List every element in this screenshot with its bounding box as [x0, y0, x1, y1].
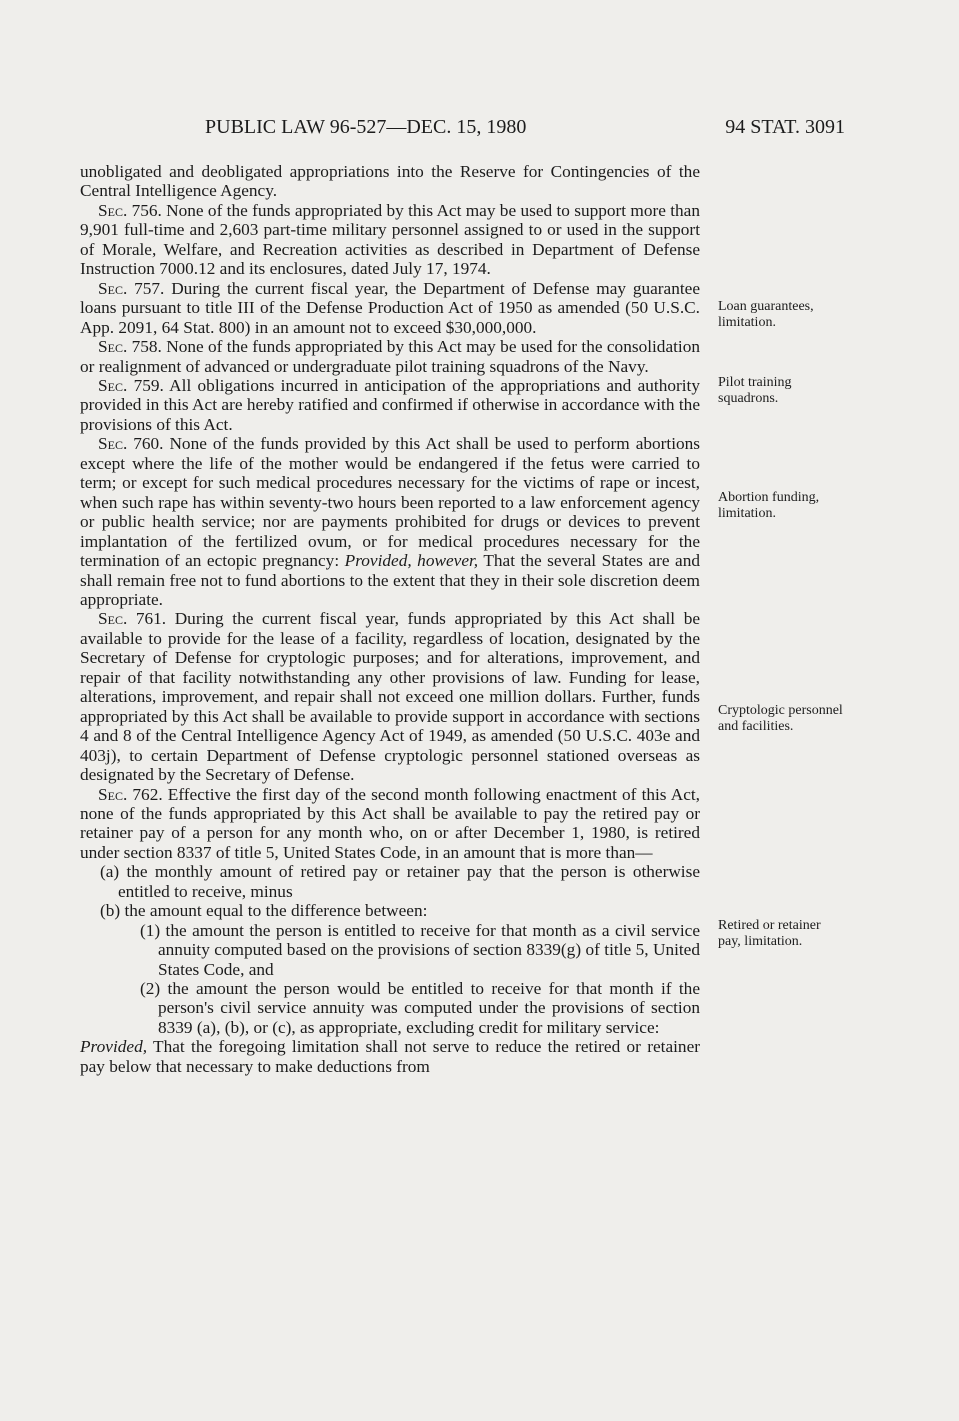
final-proviso	[80, 1037, 700, 1076]
section-text: During the current fiscal year, funds appropriated by this Act shall be available to provide for the lease of a facility, regardless of location, designated by the Secretary of Defense for cryptologic purposes; and for alterations, improvement, and repair of that facility notwithstanding any other provisions of law. Funding for lease, alterations, improvement, and repair shall not exceed one million dollars. Further, funds appropriated by this Act shall be available to provide support in accordance with sections 4 and 8 of the Central Intelligence Agency Act of 1949, as amended (50 U.S.C. 403e and 403j), to certain Department of Defense cryptologic personnel stationed overseas as designated by the Secretary of Defense.	[80, 609, 700, 785]
section-757	[80, 279, 700, 337]
clause-b-1: (1) the amount the person is entitled to receive for that month as a civil service annuity computed based on the provisions of section 8339(g) of title 5, United States Code, and	[140, 920, 700, 979]
clause-b-2: (2) the amount the person would be entitled to receive for that month if the person's civil service annuity was computed under the provisions of section 8339 (a), (b), or (c), as appropriate, excluding credit for military service:	[140, 979, 700, 1037]
document-body	[80, 162, 700, 1076]
section-760	[80, 434, 700, 609]
page-header	[80, 116, 845, 142]
page-title: PUBLIC LAW 96-527—DEC. 15, 1980	[205, 116, 527, 138]
section-text: During the current fiscal year, the Department of Defense may guarantee loans pursuant to title III of the Defense Production Act of 1950 as amended (50 U.S.C. App. 2091, 64 Stat. 800) in an amount not to exceed $30,000,000.	[80, 278, 701, 337]
proviso-italic: Provided,	[80, 1037, 148, 1057]
section-label: Sec. 757.	[98, 278, 165, 298]
section-756	[80, 201, 700, 279]
clause-b: (b) the amount equal to the difference between:	[100, 901, 428, 921]
margin-note-pilot: Pilot training squadrons.	[718, 375, 792, 406]
section-label: Sec. 756.	[98, 200, 162, 220]
section-758	[80, 337, 700, 376]
section-label: Sec. 758.	[98, 337, 162, 357]
section-text: That the several States are and shall remain free not to fund abortions to the extent that they in their sole discretion deem appropriate.	[80, 551, 700, 609]
section-762	[80, 785, 700, 863]
section-label: Sec. 762.	[98, 784, 163, 804]
margin-note-loan: Loan guarantees, limitation.	[718, 299, 814, 330]
proviso-italic: Provided, however,	[344, 551, 479, 571]
section-label: Sec. 761.	[98, 609, 167, 629]
margin-note-abortion: Abortion funding, limitation.	[718, 490, 820, 521]
margin-note-retired: Retired or retainer pay, limitation.	[718, 918, 821, 949]
section-text: None of the funds appropriated by this Act may be used for the consolidation or realignment of advanced or undergraduate pilot training squadrons of the Navy.	[80, 337, 701, 376]
paragraph-text: unobligated and deobligated appropriations into the Reserve for Contingencies of the Central Intelligence Agency.	[80, 162, 700, 201]
section-text: None of the funds provided by this Act shall be used to perform abortions except where the life of the mother would be endangered if the fetus were carried to term; or except for such medical procedures necessary for the victims of rape or incest, when such rape has within seventy-two hours been reported to a law enforcement agency or public health service; nor are payments prohibited for drugs or devices to prevent implantation of the fertilized ovum, or for medical procedures necessary for the termination of an ectopic pregnancy:	[80, 434, 701, 571]
section-759	[80, 376, 700, 434]
section-label: Sec. 760.	[98, 434, 164, 454]
clause-a: (a) the monthly amount of retired pay or retainer pay that the person is otherwise entitled to receive, minus	[100, 862, 700, 901]
proviso-text: That the foregoing limitation shall not serve to reduce the retired or retainer pay below that necessary to make deductions from	[80, 1037, 700, 1076]
section-text: None of the funds appropriated by this Act may be used to support more than 9,901 full-time and 2,603 part-time military personnel assigned to or used in the support of Morale, Welfare, and Recreation activities as described in Department of Defense Instruction 7000.12 and its enclosures, dated July 17, 1974.	[80, 200, 700, 279]
page-number: 94 STAT. 3091	[725, 116, 845, 138]
section-761	[80, 609, 700, 784]
section-text: Effective the first day of the second month following enactment of this Act, none of the funds appropriated by this Act shall be available to pay the retired pay or retainer pay of a person for any month who, on or after December 1, 1980, is retired under section 8337 of title 5, United States Code, in an amount that is more than—	[80, 784, 701, 862]
paragraph-continuation	[80, 162, 700, 201]
section-label: Sec. 759.	[98, 375, 164, 395]
margin-note-cryptologic: Cryptologic personnel and facilities.	[718, 703, 843, 734]
section-text: All obligations incurred in anticipation of the appropriations and authority provided in this Act are hereby ratified and confirmed if otherwise in accordance with the provisions of this Act.	[80, 375, 701, 434]
